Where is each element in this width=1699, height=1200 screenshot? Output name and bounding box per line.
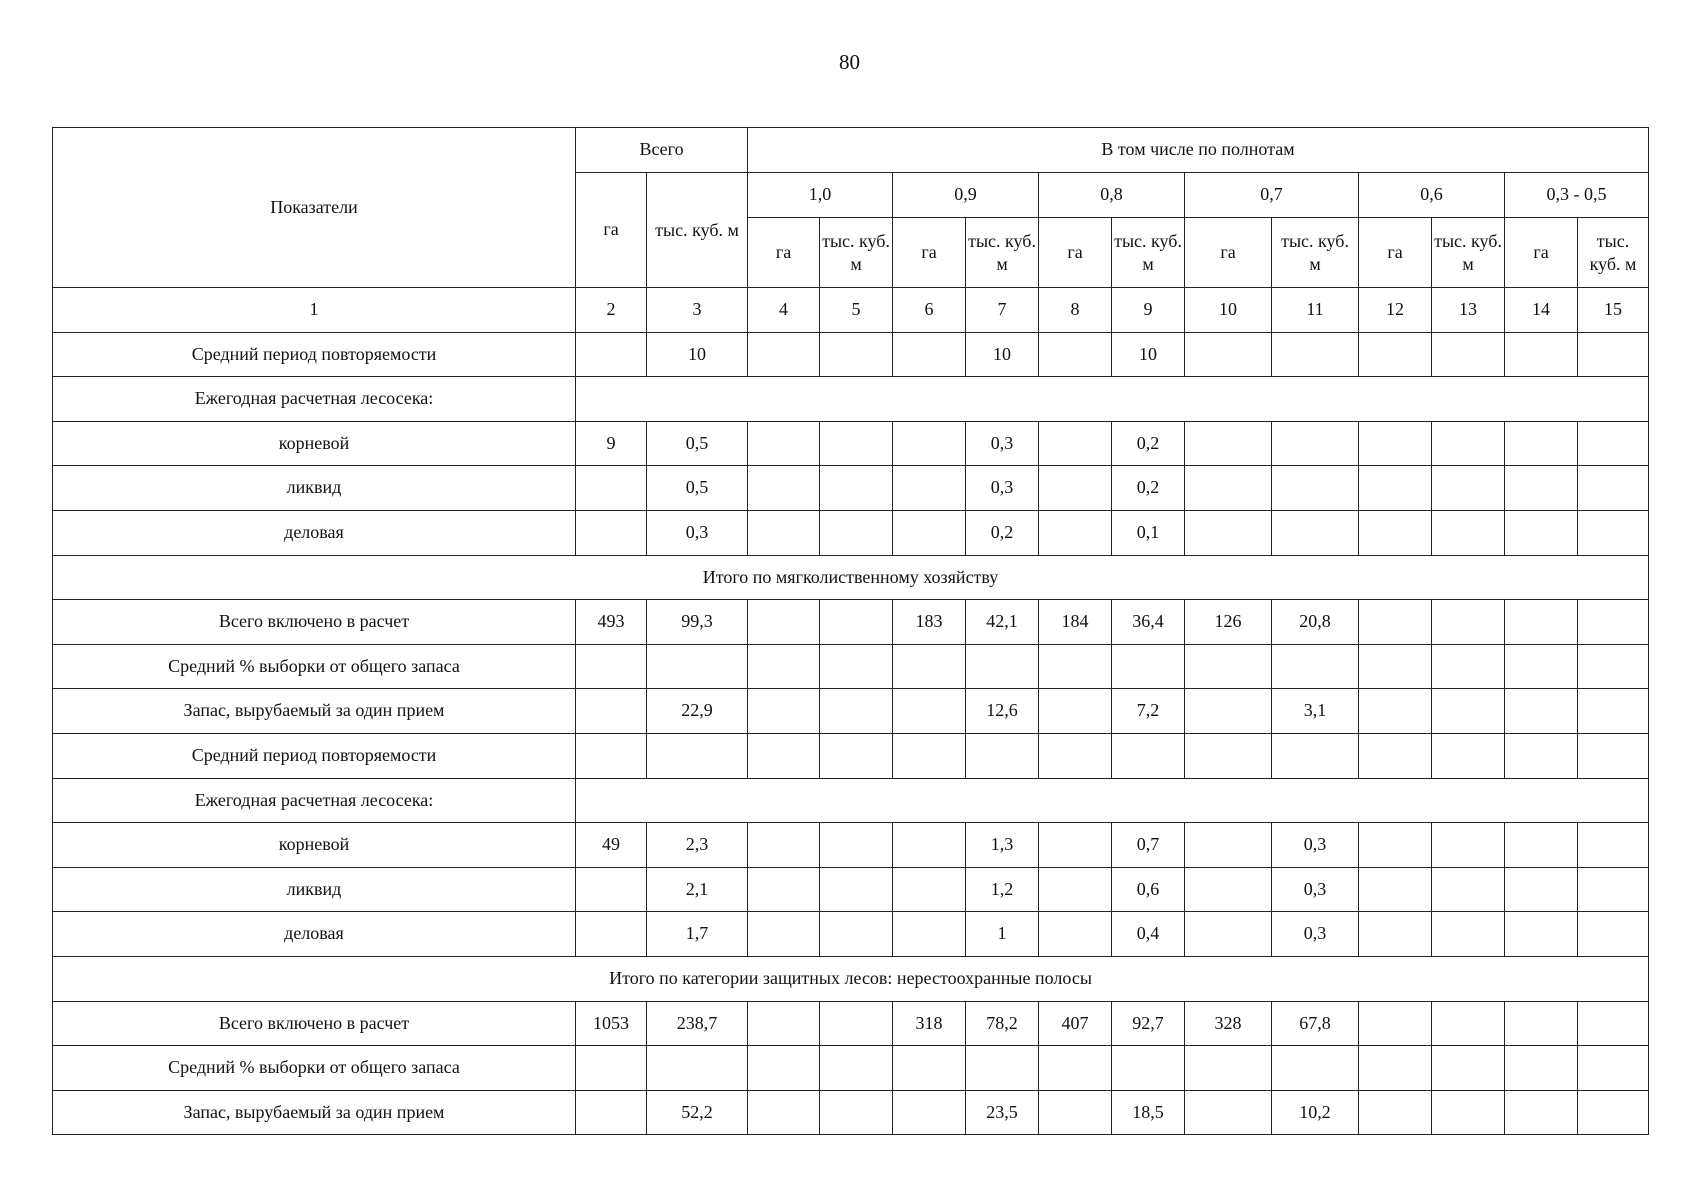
table-cell [748,510,820,555]
table-cell [893,332,966,377]
header-unit-ha: га [1505,218,1578,288]
table-cell [576,733,647,778]
table-cell [820,689,893,734]
column-number: 11 [1272,288,1359,333]
table-row [53,466,1649,511]
header-unit-volume: тыс. куб. м [1112,218,1185,288]
subheading-row [53,377,1649,422]
header-density: 0,3 - 0,5 [1505,173,1649,218]
table-cell [1359,689,1432,734]
table-row [53,332,1649,377]
table-cell [1359,421,1432,466]
column-number: 3 [647,288,748,333]
table-cell [576,1046,647,1091]
header-density: 0,7 [1185,173,1359,218]
table-row [53,689,1649,734]
table-cell [820,867,893,912]
row-label: Ежегодная расчетная лесосека: [53,377,576,422]
table-row [53,1046,1649,1091]
column-number: 15 [1578,288,1649,333]
column-number: 13 [1432,288,1505,333]
table-cell [1359,466,1432,511]
table-cell: 1,3 [966,823,1039,868]
table-cell [1578,510,1649,555]
table-cell: 2,3 [647,823,748,868]
merged-blank-cell [576,778,1649,823]
column-number: 8 [1039,288,1112,333]
table-cell: 0,3 [1272,867,1359,912]
table-cell [1359,600,1432,645]
table-cell [1578,466,1649,511]
table-cell [576,689,647,734]
table-cell: 1,7 [647,912,748,957]
row-label: корневой [53,823,576,868]
table-cell [1185,1046,1272,1091]
table-cell [1039,466,1112,511]
table-cell [1578,332,1649,377]
table-cell [820,466,893,511]
table-cell [893,689,966,734]
table-cell [893,867,966,912]
table-cell [1432,466,1505,511]
section-total-row [53,956,1649,1001]
table-cell [1359,510,1432,555]
table-cell: 22,9 [647,689,748,734]
table-cell: 318 [893,1001,966,1046]
merged-blank-cell [576,377,1649,422]
table-cell [820,421,893,466]
row-label: ликвид [53,867,576,912]
table-cell [748,823,820,868]
table-cell [748,867,820,912]
table-cell [1039,1046,1112,1091]
column-number: 7 [966,288,1039,333]
table-cell [893,823,966,868]
table-cell [1505,510,1578,555]
header-unit-ha: га [1039,218,1112,288]
table-cell [1432,867,1505,912]
table-cell [1578,600,1649,645]
table-cell: 99,3 [647,600,748,645]
table-cell: 49 [576,823,647,868]
table-cell [1185,421,1272,466]
row-label: деловая [53,912,576,957]
table-cell: 52,2 [647,1090,748,1135]
header-unit-ha: га [748,218,820,288]
table-cell [1185,867,1272,912]
header-unit-ha: га [1359,218,1432,288]
table-cell [820,823,893,868]
table-cell: 126 [1185,600,1272,645]
column-number: 12 [1359,288,1432,333]
row-label: корневой [53,421,576,466]
table-cell [820,332,893,377]
table-cell [1578,912,1649,957]
section-title: Итого по категории защитных лесов: нерестоохранные полосы [53,956,1649,1001]
table-cell: 10,2 [1272,1090,1359,1135]
row-label: Запас, вырубаемый за один прием [53,1090,576,1135]
table-cell: 1053 [576,1001,647,1046]
header-unit-volume: тыс. куб. м [1432,218,1505,288]
table-body [53,288,1649,1135]
header-unit-volume: тыс. куб. м [1272,218,1359,288]
table-cell: 36,4 [1112,600,1185,645]
table-cell [1578,1090,1649,1135]
table-cell: 407 [1039,1001,1112,1046]
table-cell [1505,912,1578,957]
table-cell [1505,421,1578,466]
table-row [53,1001,1649,1046]
table-cell [966,733,1039,778]
table-cell [1578,644,1649,689]
table-cell [1185,644,1272,689]
page-number: 80 [839,50,860,74]
table-cell [893,733,966,778]
table-cell: 2,1 [647,867,748,912]
table-cell [893,1046,966,1091]
table-cell [1039,1090,1112,1135]
table-cell [748,421,820,466]
column-number: 1 [53,288,576,333]
section-total-row [53,555,1649,600]
table-cell: 238,7 [647,1001,748,1046]
table-cell [893,1090,966,1135]
table-cell [576,912,647,957]
table-cell: 92,7 [1112,1001,1185,1046]
table-cell: 0,3 [966,466,1039,511]
table-cell: 0,2 [1112,421,1185,466]
header-total-ha: га [576,173,647,288]
table-cell: 0,5 [647,421,748,466]
header-including-by-density: В том числе по полнотам [748,128,1649,173]
table-row [53,823,1649,868]
table-cell [1039,332,1112,377]
table-cell [1578,733,1649,778]
row-label: деловая [53,510,576,555]
column-number: 14 [1505,288,1578,333]
table-cell [748,1090,820,1135]
table-cell [1578,689,1649,734]
table-cell [576,1090,647,1135]
table-cell: 18,5 [1112,1090,1185,1135]
table-cell: 1,2 [966,867,1039,912]
table-cell [1185,689,1272,734]
table-cell [748,689,820,734]
row-label: Запас, вырубаемый за один прием [53,689,576,734]
table-cell [1039,689,1112,734]
table-cell: 0,3 [647,510,748,555]
table-cell [1272,644,1359,689]
table-cell [1185,733,1272,778]
table-cell [1359,867,1432,912]
header-total-volume: тыс. куб. м [647,173,748,288]
table-cell [647,733,748,778]
table-cell [966,1046,1039,1091]
table-cell [893,912,966,957]
table-cell [748,644,820,689]
header-indicator: Показатели [53,128,576,288]
column-number: 10 [1185,288,1272,333]
table-cell [820,510,893,555]
table-row [53,510,1649,555]
header-density: 0,9 [893,173,1039,218]
table-cell [748,466,820,511]
table-cell [893,510,966,555]
table-cell [1112,733,1185,778]
table-row [53,600,1649,645]
table-cell [1432,733,1505,778]
table-cell: 12,6 [966,689,1039,734]
table-cell [1432,823,1505,868]
table-cell [576,510,647,555]
table-cell [1359,733,1432,778]
header-density: 0,6 [1359,173,1505,218]
table-cell [1359,332,1432,377]
table-cell: 20,8 [1272,600,1359,645]
table-cell [1578,823,1649,868]
table-cell [1039,823,1112,868]
table-cell [1578,867,1649,912]
table-cell [1039,912,1112,957]
table-cell [1505,1001,1578,1046]
table-cell [893,466,966,511]
table-cell: 0,3 [1272,912,1359,957]
column-number: 5 [820,288,893,333]
table-cell [748,600,820,645]
table-cell [1505,644,1578,689]
table-cell: 42,1 [966,600,1039,645]
table-cell [893,421,966,466]
table-cell [1432,1001,1505,1046]
table-cell [1505,1090,1578,1135]
row-label: Средний период повторяемости [53,733,576,778]
table-cell: 78,2 [966,1001,1039,1046]
table-cell: 3,1 [1272,689,1359,734]
table-cell [1432,689,1505,734]
table-cell [1505,867,1578,912]
table-cell [1185,1090,1272,1135]
column-number: 6 [893,288,966,333]
header-unit-ha: га [1185,218,1272,288]
table-cell: 0,3 [966,421,1039,466]
table-cell: 10 [647,332,748,377]
table-cell [820,1090,893,1135]
header-unit-ha: га [893,218,966,288]
table-cell: 1 [966,912,1039,957]
table-cell: 67,8 [1272,1001,1359,1046]
table-cell [1505,600,1578,645]
table-cell [1505,1046,1578,1091]
row-label: Средний % выборки от общего запаса [53,1046,576,1091]
table-cell [1432,600,1505,645]
table-cell [1039,733,1112,778]
table-cell [1185,912,1272,957]
table-cell [1359,1090,1432,1135]
table-cell: 0,3 [1272,823,1359,868]
table-row [53,733,1649,778]
table-cell: 7,2 [1112,689,1185,734]
table-cell [820,733,893,778]
column-number: 4 [748,288,820,333]
table-cell: 9 [576,421,647,466]
table-cell: 184 [1039,600,1112,645]
table-cell [1185,510,1272,555]
row-label: Средний период повторяемости [53,332,576,377]
table-cell: 0,6 [1112,867,1185,912]
table-cell: 0,1 [1112,510,1185,555]
table-cell [1359,1046,1432,1091]
table-cell [576,867,647,912]
table-cell [1112,1046,1185,1091]
table-cell [1432,332,1505,377]
table-cell [966,644,1039,689]
table-cell [1272,332,1359,377]
table-cell [1432,1090,1505,1135]
table-cell [1272,510,1359,555]
row-label: Средний % выборки от общего запаса [53,644,576,689]
table-cell [1505,332,1578,377]
table-cell [820,1046,893,1091]
table-cell [1578,421,1649,466]
column-number: 2 [576,288,647,333]
table-cell: 0,2 [1112,466,1185,511]
table-cell [1185,466,1272,511]
table-cell [1359,912,1432,957]
header-unit-volume: тыс. куб. м [1578,218,1649,288]
table-cell [576,644,647,689]
header-unit-volume: тыс. куб. м [966,218,1039,288]
table-cell: 0,5 [647,466,748,511]
table-cell [820,600,893,645]
table-cell: 0,7 [1112,823,1185,868]
table-cell [820,1001,893,1046]
table-cell [748,912,820,957]
table-row [53,1090,1649,1135]
table-cell [893,644,966,689]
table-cell [1578,1046,1649,1091]
table-cell [748,1001,820,1046]
table-cell [1272,466,1359,511]
table-cell [1272,421,1359,466]
table-cell [1359,1001,1432,1046]
table-cell [1359,823,1432,868]
table-cell [748,1046,820,1091]
table-cell [1432,510,1505,555]
subheading-row [53,778,1649,823]
table-row [53,867,1649,912]
table-cell [1505,733,1578,778]
table-cell [1039,644,1112,689]
header-total: Всего [576,128,748,173]
table-cell [1432,644,1505,689]
header-density: 1,0 [748,173,893,218]
row-label: Всего включено в расчет [53,600,576,645]
table-cell [1272,1046,1359,1091]
table-cell [1272,733,1359,778]
table-cell [576,466,647,511]
table-row [53,912,1649,957]
table-cell [1039,510,1112,555]
table-cell [1505,689,1578,734]
table-cell [1505,466,1578,511]
table-cell [1039,421,1112,466]
table-cell [647,644,748,689]
table-cell [748,332,820,377]
table-row [53,644,1649,689]
table-cell [1578,1001,1649,1046]
table-cell [820,912,893,957]
table-cell [748,733,820,778]
table-cell [1505,823,1578,868]
table-cell: 23,5 [966,1090,1039,1135]
table-cell: 0,4 [1112,912,1185,957]
header-unit-volume: тыс. куб. м [820,218,893,288]
row-label: Всего включено в расчет [53,1001,576,1046]
table-cell: 10 [966,332,1039,377]
column-number-row [53,288,1649,333]
table-cell [1112,644,1185,689]
table-cell [1432,1046,1505,1091]
header-density: 0,8 [1039,173,1185,218]
table-cell: 0,2 [966,510,1039,555]
table-cell [1359,644,1432,689]
table-cell [820,644,893,689]
table-cell: 328 [1185,1001,1272,1046]
table-row [53,421,1649,466]
table-cell [1185,823,1272,868]
forest-indicators-table [52,127,1649,1135]
table-cell [576,332,647,377]
row-label: Ежегодная расчетная лесосека: [53,778,576,823]
table-cell [1432,421,1505,466]
table-cell: 10 [1112,332,1185,377]
table-cell [1185,332,1272,377]
row-label: ликвид [53,466,576,511]
section-title: Итого по мягколиственному хозяйству [53,555,1649,600]
column-number: 9 [1112,288,1185,333]
table-cell: 183 [893,600,966,645]
table-cell [647,1046,748,1091]
table-cell [1432,912,1505,957]
table-cell: 493 [576,600,647,645]
table-cell [1039,867,1112,912]
